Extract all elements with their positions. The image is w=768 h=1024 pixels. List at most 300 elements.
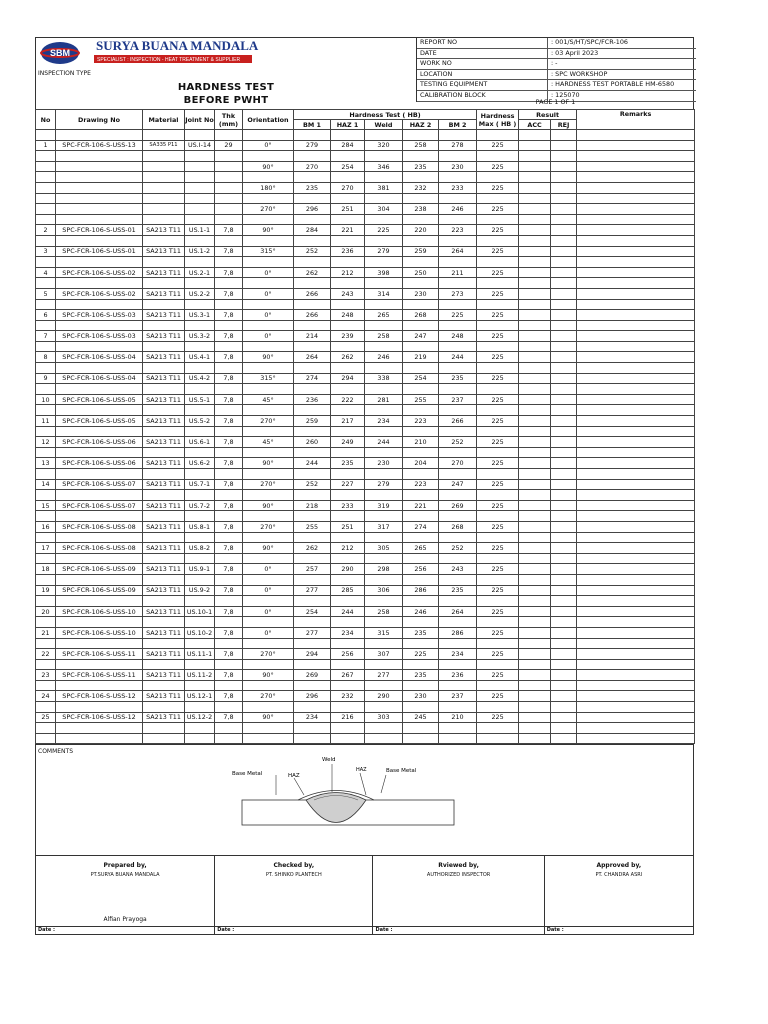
spacer-cell [551,532,577,543]
cell-max: 225 [477,691,519,702]
cell-haz2: 225 [403,649,439,660]
spacer-cell [294,257,331,268]
cell-bm2: 234 [439,649,477,660]
spacer-cell [36,426,56,437]
spacer-cell [477,702,519,713]
spacer-cell [519,659,551,670]
cell-joint: US.4-1 [185,352,215,363]
spacer-cell [56,617,143,628]
cell-rej [551,394,577,405]
cell-haz2: 221 [403,500,439,511]
cell-max: 225 [477,182,519,193]
cell-rej [551,712,577,723]
meta-row [417,59,696,70]
cell-remarks [577,204,695,215]
inspection-type-label: INSPECTION TYPE [38,70,91,77]
cell-rej [551,606,577,617]
spacer-cell [365,214,403,225]
cell-bm2: 225 [439,310,477,321]
spacer-cell [294,447,331,458]
spacer-cell [577,426,695,437]
spacer-cell [215,320,243,331]
spacer-cell [331,702,365,713]
meta-row [417,70,696,81]
cell-thk: 7,8 [215,585,243,596]
spacer-cell [56,405,143,416]
spacer-cell [477,363,519,374]
table-spacer-row [36,659,695,670]
cell-or: 0° [243,627,294,638]
table-row [36,564,695,575]
spacer-cell [439,553,477,564]
spacer-cell [215,733,243,744]
cell-weld: 320 [365,140,403,151]
table-row [36,204,695,215]
spacer-cell [551,320,577,331]
spacer-cell [577,384,695,395]
cell-no: 13 [36,458,56,469]
spacer-cell [36,638,56,649]
spacer-cell [243,469,294,480]
spacer-cell [403,130,439,141]
spacer-cell [477,447,519,458]
cell-mat: SA213 T11 [143,627,185,638]
cell-weld: 317 [365,521,403,532]
cell-no: 3 [36,246,56,257]
spacer-cell [403,617,439,628]
spacer-cell [365,659,403,670]
col-haz2: HAZ 2 [403,120,439,130]
cell-bm1: 255 [294,521,331,532]
cell-haz1: 290 [331,564,365,575]
cell-weld: 258 [365,606,403,617]
cell-remarks [577,521,695,532]
cell-mat: SA213 T11 [143,458,185,469]
spacer-cell [439,680,477,691]
cell-max: 225 [477,310,519,321]
cell-haz1: 267 [331,670,365,681]
spacer-cell [294,596,331,607]
cell-bm2: 270 [439,458,477,469]
spacer-cell [143,680,185,691]
cell-or: 0° [243,140,294,151]
date-field: Date : [215,927,373,934]
spacer-cell [143,469,185,480]
spacer-cell [331,426,365,437]
cell-joint: US.12-2 [185,712,215,723]
spacer-cell [551,638,577,649]
spacer-cell [403,193,439,204]
spacer-cell [477,638,519,649]
spacer-cell [143,638,185,649]
spacer-cell [143,172,185,183]
cell-haz2: 223 [403,479,439,490]
spacer-cell [403,490,439,501]
spacer-cell [551,341,577,352]
spacer-cell [519,278,551,289]
spacer-cell [36,214,56,225]
cell-haz2: 259 [403,246,439,257]
table-row [36,585,695,596]
cell-mat [143,161,185,172]
cell-joint: US.11-1 [185,649,215,660]
cell-mat: SA213 T11 [143,691,185,702]
cell-max: 225 [477,204,519,215]
cell-rej [551,627,577,638]
spacer-cell [403,405,439,416]
comments-section [36,744,693,855]
spacer-cell [36,490,56,501]
table-row [36,288,695,299]
cell-no: 11 [36,416,56,427]
cell-thk: 7,8 [215,543,243,554]
spacer-cell [56,553,143,564]
cell-remarks [577,543,695,554]
cell-weld: 346 [365,161,403,172]
cell-haz1: 249 [331,437,365,448]
signature-role: Checked by, [273,862,315,870]
spacer-cell [143,384,185,395]
cell-weld: 279 [365,479,403,490]
cell-rej [551,246,577,257]
meta-value: : SPC WORKSHOP [551,69,608,78]
cell-acc [519,543,551,554]
cell-max: 225 [477,416,519,427]
table-spacer-row [36,733,695,744]
spacer-cell [294,532,331,543]
spacer-cell [331,553,365,564]
cell-haz2: 235 [403,627,439,638]
cell-weld: 305 [365,543,403,554]
cell-remarks [577,649,695,660]
cell-remarks [577,225,695,236]
spacer-cell [439,447,477,458]
spacer-cell [477,341,519,352]
spacer-cell [243,235,294,246]
cell-or: 90° [243,225,294,236]
cell-joint [185,161,215,172]
spacer-cell [403,320,439,331]
spacer-cell [577,214,695,225]
spacer-cell [215,469,243,480]
spacer-cell [56,257,143,268]
spacer-cell [365,193,403,204]
table-row [36,543,695,554]
spacer-cell [36,278,56,289]
cell-bm1: 277 [294,585,331,596]
spacer-cell [577,447,695,458]
cell-mat: SA213 T11 [143,331,185,342]
cell-bm2: 278 [439,140,477,151]
cell-haz1: 243 [331,288,365,299]
spacer-cell [185,574,215,585]
spacer-cell [294,320,331,331]
spacer-cell [551,447,577,458]
signature-row [36,855,693,926]
spacer-cell [439,511,477,522]
spacer-cell [365,574,403,585]
spacer-cell [215,490,243,501]
spacer-cell [294,151,331,162]
spacer-cell [36,130,56,141]
cell-bm1: 266 [294,288,331,299]
signature-block [373,856,544,926]
spacer-cell [477,574,519,585]
cell-thk: 7,8 [215,606,243,617]
spacer-cell [403,151,439,162]
spacer-cell [577,723,695,734]
spacer-cell [551,723,577,734]
cell-weld: 306 [365,585,403,596]
label-base-metal-left: Base Metal [232,771,263,778]
spacer-cell [477,405,519,416]
table-row [36,161,695,172]
spacer-cell [56,659,143,670]
cell-or: 0° [243,288,294,299]
cell-remarks [577,585,695,596]
spacer-cell [56,469,143,480]
cell-mat: SA213 T11 [143,437,185,448]
spacer-cell [243,257,294,268]
cell-bm2: 266 [439,416,477,427]
spacer-cell [185,511,215,522]
spacer-cell [577,733,695,744]
spacer-cell [551,426,577,437]
cell-max: 225 [477,246,519,257]
spacer-cell [331,447,365,458]
cell-haz1: 244 [331,606,365,617]
spacer-cell [551,596,577,607]
cell-thk: 7,8 [215,352,243,363]
cell-mat: SA213 T11 [143,712,185,723]
spacer-cell [551,278,577,289]
company-tagline: SPECIALIST : INSPECTION - HEAT TREATMENT & SUPPLIER [97,57,241,63]
col-orientation: Orientation [243,110,294,130]
spacer-cell [519,426,551,437]
cell-no: 23 [36,670,56,681]
col-drawing: Drawing No [56,110,143,130]
report-meta [416,38,696,102]
cell-rej [551,458,577,469]
signature-org: AUTHORIZED INSPECTOR [426,872,491,879]
cell-haz1: 262 [331,352,365,363]
spacer-cell [439,172,477,183]
spacer-cell [294,193,331,204]
table-spacer-row [36,617,695,628]
spacer-cell [477,257,519,268]
spacer-cell [519,257,551,268]
spacer-cell [185,363,215,374]
spacer-cell [215,405,243,416]
spacer-cell [403,702,439,713]
spacer-cell [365,384,403,395]
spacer-cell [577,638,695,649]
cell-or: 270° [243,521,294,532]
spacer-cell [56,574,143,585]
spacer-cell [243,596,294,607]
cell-max: 225 [477,437,519,448]
cell-thk: 7,8 [215,564,243,575]
cell-dwg: SPC-FCR-106-S-USS-09 [56,585,143,596]
spacer-cell [519,405,551,416]
spacer-cell [243,172,294,183]
cell-weld: 381 [365,182,403,193]
spacer-cell [519,490,551,501]
cell-acc [519,288,551,299]
spacer-cell [519,532,551,543]
cell-thk: 7,8 [215,712,243,723]
cell-or: 45° [243,437,294,448]
spacer-cell [551,193,577,204]
comments-label: COMMENTS [38,748,74,756]
spacer-cell [243,214,294,225]
cell-haz1: 251 [331,521,365,532]
spacer-cell [185,257,215,268]
cell-dwg: SPC-FCR-106-S-USS-13 [56,140,143,151]
spacer-cell [56,130,143,141]
date-field: Date : [546,927,564,934]
table-row [36,267,695,278]
cell-haz2: 265 [403,543,439,554]
spacer-cell [185,638,215,649]
spacer-cell [185,172,215,183]
spacer-cell [294,235,331,246]
cell-thk: 7,8 [215,691,243,702]
spacer-cell [365,469,403,480]
cell-bm2: 252 [439,543,477,554]
spacer-cell [331,299,365,310]
cell-haz2: 220 [403,225,439,236]
spacer-cell [294,659,331,670]
cell-acc [519,204,551,215]
col-thk: Thk (mm) [215,110,243,130]
table-body [36,130,695,744]
cell-or: 0° [243,606,294,617]
spacer-cell [365,447,403,458]
cell-acc [519,479,551,490]
cell-no: 15 [36,500,56,511]
spacer-cell [577,659,695,670]
spacer-cell [294,490,331,501]
cell-joint: US.4-2 [185,373,215,384]
spacer-cell [519,638,551,649]
cell-remarks [577,140,695,151]
spacer-cell [143,341,185,352]
cell-dwg: SPC-FCR-106-S-USS-09 [56,564,143,575]
spacer-cell [143,151,185,162]
spacer-cell [365,278,403,289]
spacer-cell [331,617,365,628]
cell-or: 90° [243,543,294,554]
cell-bm1: 296 [294,691,331,702]
table-row [36,479,695,490]
spacer-cell [243,574,294,585]
cell-or: 0° [243,331,294,342]
cell-thk: 7,8 [215,310,243,321]
spacer-cell [403,447,439,458]
cell-rej [551,585,577,596]
spacer-cell [36,511,56,522]
cell-no: 1 [36,140,56,151]
cell-max: 225 [477,458,519,469]
spacer-cell [185,702,215,713]
cell-acc [519,267,551,278]
cell-max: 225 [477,267,519,278]
cell-or: 90° [243,352,294,363]
spacer-cell [439,341,477,352]
cell-thk: 7,8 [215,394,243,405]
spacer-cell [403,235,439,246]
spacer-cell [215,532,243,543]
spacer-cell [243,553,294,564]
cell-bm1: 269 [294,670,331,681]
cell-rej [551,204,577,215]
spacer-cell [477,490,519,501]
spacer-cell [439,151,477,162]
cell-or: 180° [243,182,294,193]
spacer-cell [243,363,294,374]
cell-bm1: 214 [294,331,331,342]
cell-or: 0° [243,310,294,321]
cell-mat: SA213 T11 [143,585,185,596]
cell-joint: US.6-1 [185,437,215,448]
spacer-cell [577,532,695,543]
table-spacer-row [36,235,695,246]
spacer-cell [577,257,695,268]
spacer-cell [439,257,477,268]
spacer-cell [439,235,477,246]
spacer-cell [477,299,519,310]
cell-haz2: 219 [403,352,439,363]
spacer-cell [365,405,403,416]
cell-haz2: 245 [403,712,439,723]
spacer-cell [294,172,331,183]
spacer-cell [519,384,551,395]
spacer-cell [215,617,243,628]
spacer-cell [331,469,365,480]
cell-rej [551,670,577,681]
cell-dwg: SPC-FCR-106-S-USS-12 [56,712,143,723]
cell-acc [519,416,551,427]
cell-haz2: 247 [403,331,439,342]
spacer-cell [331,405,365,416]
meta-value: : 001/S/HT/SPC/FCR-106 [551,38,628,46]
cell-or: 270° [243,204,294,215]
spacer-cell [185,596,215,607]
spacer-cell [519,214,551,225]
spacer-cell [477,130,519,141]
cell-joint: US.8-1 [185,521,215,532]
cell-rej [551,543,577,554]
spacer-cell [403,723,439,734]
cell-no: 20 [36,606,56,617]
spacer-cell [403,574,439,585]
spacer-cell [143,447,185,458]
spacer-cell [365,532,403,543]
spacer-cell [215,384,243,395]
spacer-cell [215,341,243,352]
cell-acc [519,458,551,469]
cell-bm2: 230 [439,161,477,172]
cell-remarks [577,267,695,278]
date-field: Date : [373,927,544,934]
table-row [36,500,695,511]
spacer-cell [477,193,519,204]
cell-acc [519,585,551,596]
cell-no: 24 [36,691,56,702]
table-spacer-row [36,299,695,310]
cell-dwg: SPC-FCR-106-S-USS-01 [56,225,143,236]
